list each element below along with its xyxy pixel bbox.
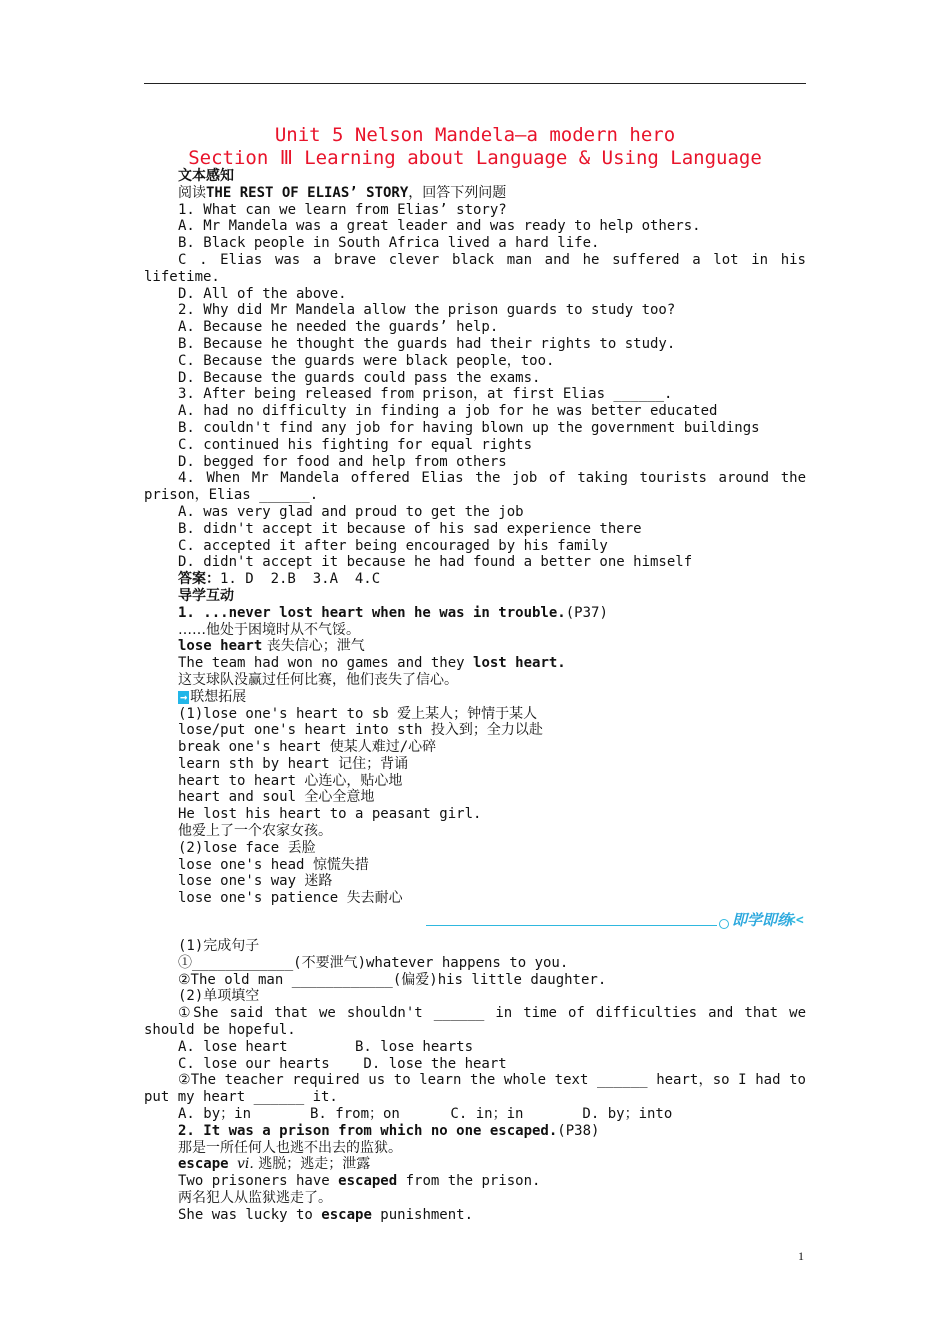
option: D. didn't accept it because he had found a better one himself bbox=[178, 554, 693, 571]
expand-line: 他爱上了一个农家女孩。 bbox=[178, 823, 332, 840]
option: B. Because he thought the guards had their rights to study. bbox=[178, 335, 676, 352]
option: C . Elias was a brave clever black man and he suffered a lot in his bbox=[178, 251, 806, 268]
unit-title: Unit 5 Nelson Mandela—a modern hero bbox=[274, 124, 676, 146]
practice-item: ①She said that we shouldn't ______ in time of difficulties and that we bbox=[178, 1005, 806, 1022]
double-chevron-left-icon: << bbox=[788, 913, 804, 929]
arrow-right-icon: → bbox=[180, 689, 188, 704]
practice-item: ②The teacher required us to learn the whole text ______ heart，so I had to bbox=[178, 1072, 806, 1089]
example-sentence: Two prisoners have escaped from the prison. bbox=[178, 1173, 541, 1190]
banner-label: 即学即练 bbox=[732, 911, 793, 930]
guide-item-1-translation: ……他处于困境时从不气馁。 bbox=[178, 621, 360, 638]
practice-options: C. lose our hearts D. lose the heart bbox=[178, 1055, 507, 1072]
guide-item-2: 2. It was a prison from which no one escaped.(P38) bbox=[178, 1122, 600, 1139]
expand-line: He lost his heart to a peasant girl. bbox=[178, 806, 482, 823]
practice-item: ②The old man ____________(偏爱)his little daughter. bbox=[178, 971, 607, 988]
example-sentence: The team had won no games and they lost heart. bbox=[178, 655, 566, 672]
expand-line: learn sth by heart 记住；背诵 bbox=[178, 755, 409, 772]
expand-line: lose one's head 惊慌失措 bbox=[178, 856, 369, 873]
guide-item-1: 1. ...never lost heart when he was in trouble.(P37) bbox=[178, 604, 608, 621]
option: C. continued his fighting for equal rights bbox=[178, 436, 533, 453]
option: D. All of the above. bbox=[178, 285, 347, 302]
practice-item-continued: put my heart ______ it. bbox=[144, 1089, 338, 1106]
example-translation: 这支球队没赢过任何比赛，他们丧失了信心。 bbox=[178, 671, 458, 688]
option-continued: lifetime. bbox=[144, 268, 220, 285]
expand-line: (1)lose one's heart to sb 爱上某人；钟情于某人 bbox=[178, 705, 538, 722]
question-2: 2. Why did Mr Mandela allow the prison guards to study too? bbox=[178, 302, 676, 319]
option: B. didn't accept it because of his sad experience there bbox=[178, 520, 642, 537]
option: C. accepted it after being encouraged by his family bbox=[178, 537, 608, 554]
practice-banner bbox=[144, 907, 806, 938]
answers: 答案：1. D 2.B 3.A 4.C bbox=[178, 571, 381, 588]
circle-icon bbox=[719, 919, 729, 929]
practice-options: A. by；in B. from；on C. in；in D. by；into bbox=[178, 1106, 673, 1123]
question-4-continued: prison，Elias ______. bbox=[144, 487, 319, 504]
question-1: 1. What can we learn from Elias’ story? bbox=[178, 201, 507, 218]
expand-line: heart to heart 心连心，贴心地 bbox=[178, 772, 403, 789]
option: D. Because the guards could pass the exams. bbox=[178, 369, 541, 386]
guide-item-2-translation: 那是一所任何人也逃不出去的监狱。 bbox=[178, 1139, 402, 1156]
option: A. was very glad and proud to get the job bbox=[178, 503, 524, 520]
option: B. couldn't find any job for having blown up the government buildings bbox=[178, 419, 760, 436]
option: C. Because the guards were black people，too. bbox=[178, 352, 555, 369]
option: A. Because he needed the guards’ help. bbox=[178, 319, 499, 336]
section-title: Section Ⅲ Learning about Language & Using Language bbox=[188, 147, 762, 169]
practice-options: A. lose heart B. lose hearts bbox=[178, 1038, 474, 1055]
reading-heading: 文本感知 bbox=[178, 168, 234, 184]
example-translation: 两名犯人从监狱逃走了。 bbox=[178, 1190, 332, 1207]
expand-line: lose/put one's heart into sth 投入到；全力以赴 bbox=[178, 722, 543, 739]
expand-line: lose one's way 迷路 bbox=[178, 873, 333, 890]
example-sentence: She was lucky to escape punishment. bbox=[178, 1206, 474, 1223]
question-4: 4. When Mr Mandela offered Elias the job of taking tourists around the bbox=[178, 470, 806, 487]
document-body bbox=[144, 168, 806, 1224]
expand-line: lose one's patience 失去耐心 bbox=[178, 890, 403, 907]
guide-heading: 导学互动 bbox=[178, 587, 234, 604]
header-rule bbox=[144, 83, 806, 84]
practice-item: ①____________(不要泄气)whatever happens to you. bbox=[178, 954, 569, 971]
practice-item-continued: should be hopeful. bbox=[144, 1022, 296, 1039]
practice-heading-2: (2)单项填空 bbox=[178, 988, 260, 1005]
option: A. had no difficulty in finding a job for he was better educated bbox=[178, 403, 718, 420]
banner-line bbox=[426, 925, 717, 926]
expand-line: heart and soul 全心全意地 bbox=[178, 789, 375, 806]
reading-instruction: 阅读THE REST OF ELIAS’ STORY，回答下列问题 bbox=[178, 184, 507, 201]
option: A. Mr Mandela was a great leader and was ready to help others. bbox=[178, 218, 701, 235]
practice-heading-1: (1)完成句子 bbox=[178, 938, 260, 955]
phrase-lose-heart: lose heart 丧失信心；泄气 bbox=[178, 638, 365, 655]
question-3: 3. After being released from prison，at first Elias ______. bbox=[178, 386, 673, 403]
expand-line: break one's heart 使某人难过/心碎 bbox=[178, 739, 437, 756]
expand-heading: → 联想拓展 bbox=[180, 688, 247, 705]
word-escape: escape vi. 逃脱；逃走；泄露 bbox=[178, 1156, 371, 1173]
option: B. Black people in South Africa lived a hard life. bbox=[178, 235, 600, 252]
expand-line: (2)lose face 丢脸 bbox=[178, 839, 316, 856]
page-number: 1 bbox=[798, 1249, 804, 1263]
option: D. begged for food and help from others bbox=[178, 453, 507, 470]
